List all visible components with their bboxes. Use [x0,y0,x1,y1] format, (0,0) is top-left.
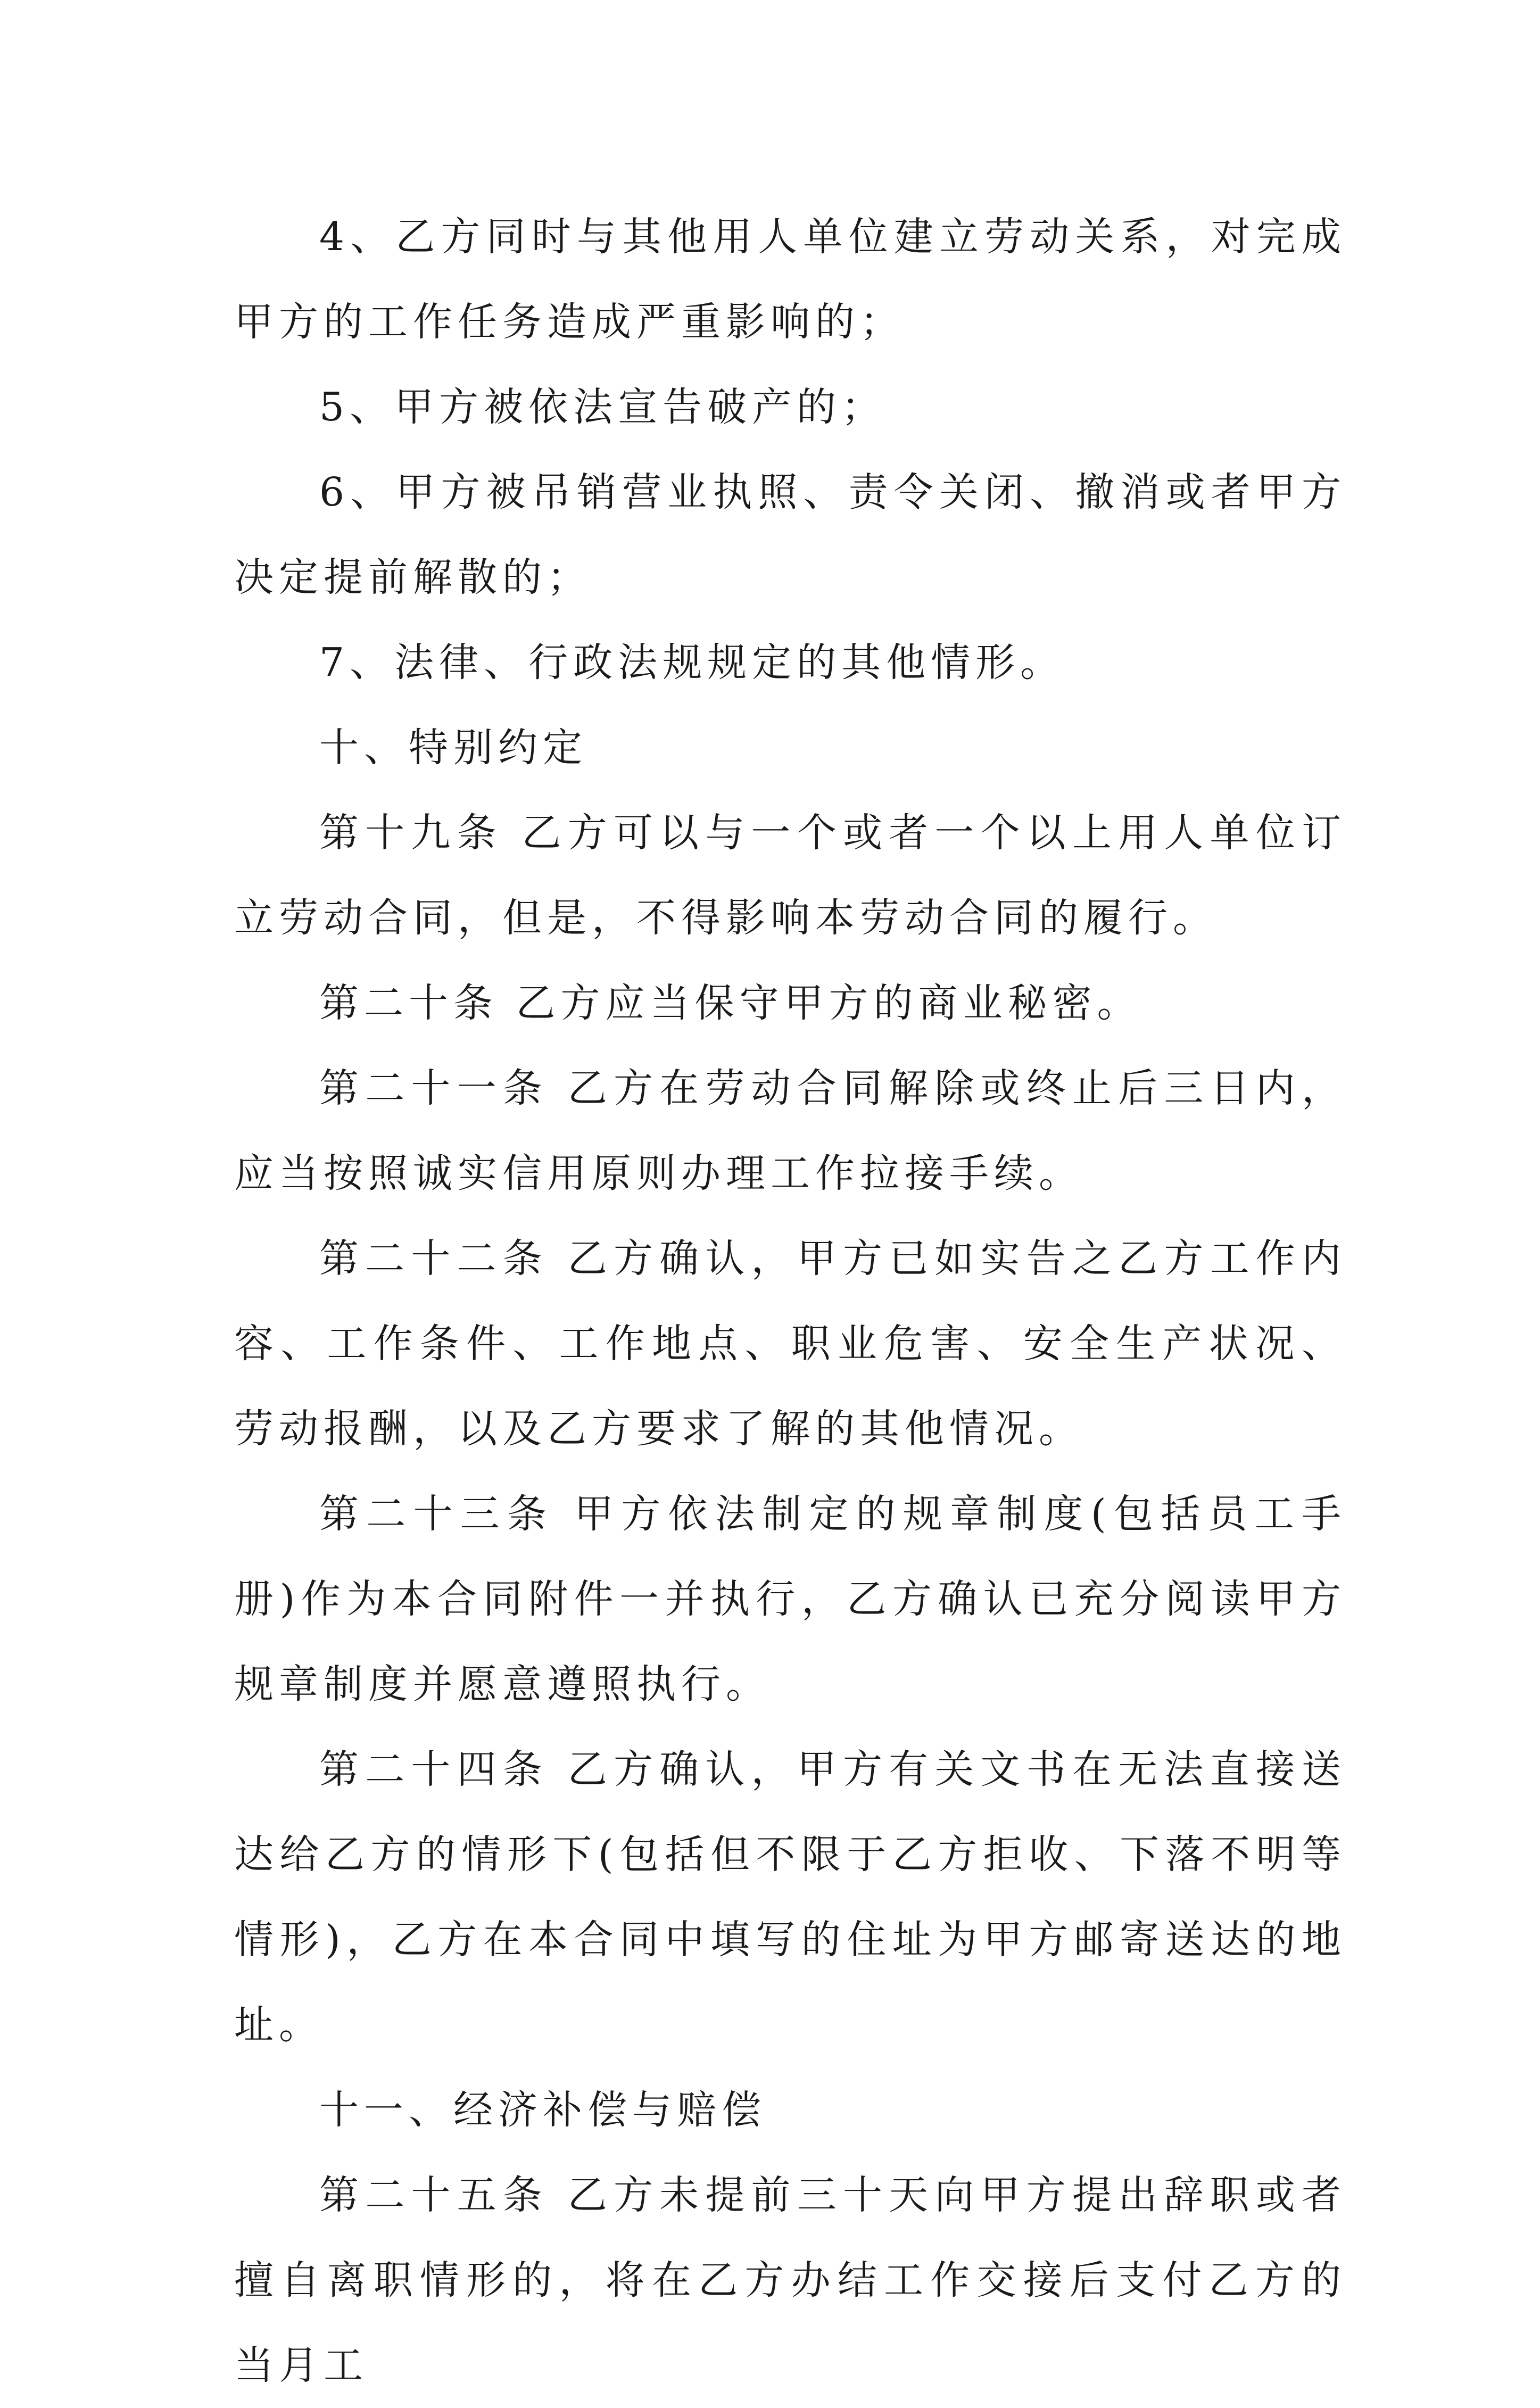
article-25: 第二十五条 乙方未提前三十天向甲方提出辞职或者擅自离职情形的，将在乙方办结工作交接后支付乙方的当月工 [234,2172,1346,2388]
clause-item-4: 4、乙方同时与其他用人单位建立劳动关系，对完成甲方的工作任务造成严重影响的； [234,214,1346,345]
article-22: 第二十二条 乙方确认，甲方已如实告之乙方工作内容、工作条件、工作地点、职业危害、安全生产状况、劳动报酬，以及乙方要求了解的其他情况。 [234,1236,1346,1452]
clause-item-7: 7、法律、行政法规规定的其他情形。 [319,640,1065,685]
section-heading-special-provisions: 十、特别约定 [319,725,587,771]
document-body [234,194,1346,2408]
article-20: 第二十条 乙方应当保守甲方的商业秘密。 [319,980,1142,1026]
article-24: 第二十四条 乙方确认，甲方有关文书在无法直接送达给乙方的情形下(包括但不限于乙方拒收、下落不明等情形)，乙方在本合同中填写的住址为甲方邮寄送达的地址。 [234,1747,1346,2048]
article-23: 第二十三条 甲方依法制定的规章制度(包括员工手册)作为本合同附件一并执行，乙方确认已充分阅读甲方规章制度并愿意遵照执行。 [234,1491,1346,1707]
clause-item-5: 5、甲方被依法宣告破产的； [319,384,887,430]
article-19: 第十九条 乙方可以与一个或者一个以上用人单位订立劳动合同，但是，不得影响本劳动合同的履行。 [234,810,1346,941]
clause-item-6: 6、甲方被吊销营业执照、责令关闭、撤消或者甲方决定提前解散的； [234,469,1346,600]
section-heading-compensation: 十一、经济补偿与赔偿 [319,2087,766,2133]
article-21: 第二十一条 乙方在劳动合同解除或终止后三日内，应当按照诚实信用原则办理工作拉接手续。 [234,1065,1346,1196]
